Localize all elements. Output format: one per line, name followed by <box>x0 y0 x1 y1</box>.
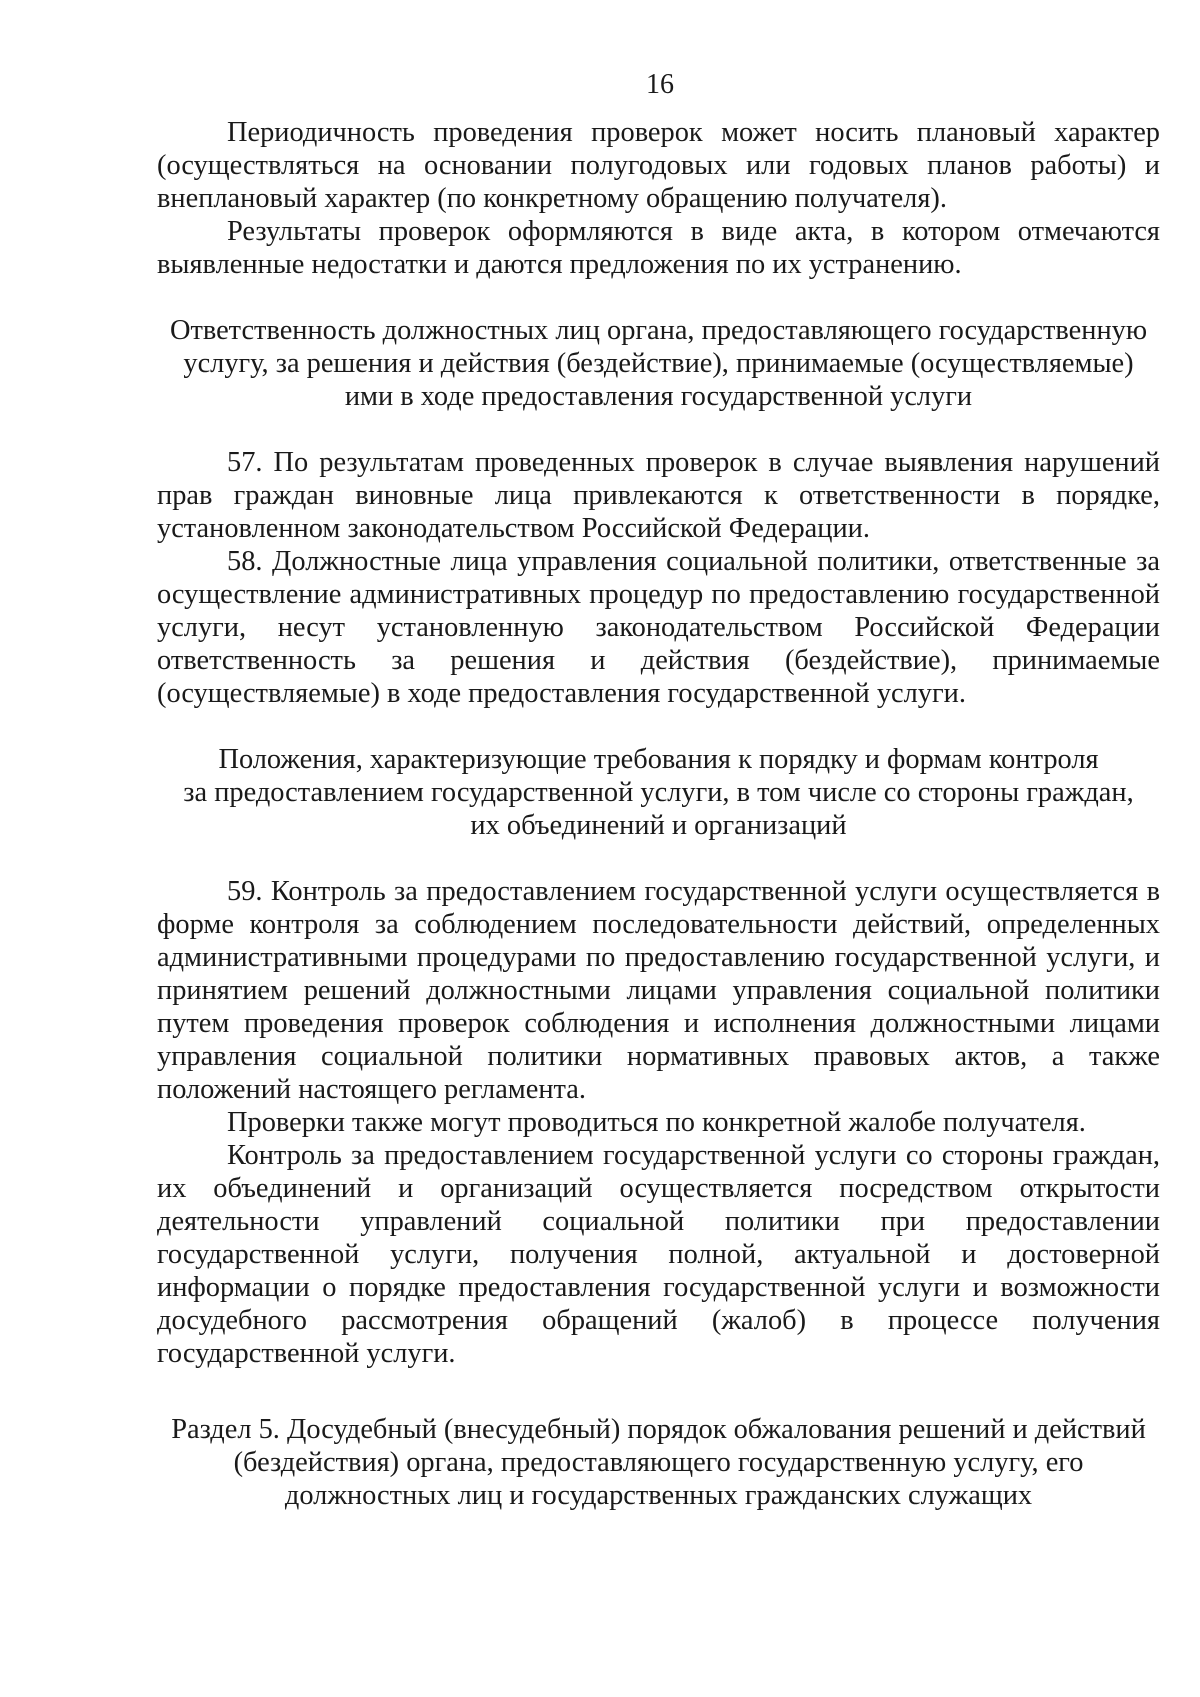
heading-line: должностных лиц и государственных гражданских служащих <box>284 1480 1033 1511</box>
paragraph-58: 58. Должностные лица управления социальной политики, ответственные за осуществление административных процедур по предоставлению государственной услуги, несут установленную законодательством Российской Федерации ответственность за решения и действия (бездействие), принимаемые (осуществляемые) в ходе предоставления государственной услуги. <box>157 546 1160 709</box>
heading-line: Положения, характеризующие требования к порядку и формам контроля <box>218 744 1099 775</box>
heading-line: их объединений и организаций <box>470 810 847 841</box>
heading-section-5 <box>157 1413 1160 1512</box>
page-number: 16 <box>646 69 674 100</box>
paragraph-public-control: Контроль за предоставлением государственной услуги со стороны граждан, их объединений и организаций осуществляется посредством открытости деятельности управлений социальной политики при предоставлении государственной услуги, получения полной, актуальной и достоверной информации о порядке предоставления государственной услуги и возможности досудебного рассмотрения обращений (жалоб) в процессе получения государственной услуги. <box>157 1140 1160 1369</box>
heading-control-requirements <box>157 743 1160 842</box>
heading-line: за предоставлением государственной услуги, в том числе со стороны граждан, <box>183 777 1134 808</box>
heading-line: Раздел 5. Досудебный (внесудебный) порядок обжалования решений и действий <box>171 1414 1146 1445</box>
paragraph-59: 59. Контроль за предоставлением государственной услуги осуществляется в форме контроля за соблюдением последовательности действий, определенных административными процедурами по предоставлению государственной услуги, и принятием решений должностными лицами управления социальной политики путем проведения проверок соблюдения и исполнения должностными лицами управления социальной политики нормативных правовых актов, а также положений настоящего регламента. <box>157 876 1160 1105</box>
paragraph-57: 57. По результатам проведенных проверок в случае выявления нарушений прав граждан виновные лица привлекаются к ответственности в порядке, установленном законодательством Российской Федерации. <box>157 447 1160 544</box>
paragraph-periodicity: Периодичность проведения проверок может носить плановый характер (осуществляться на основании полугодовых или годовых планов работы) и внеплановый характер (по конкретному обращению получателя). <box>157 117 1160 214</box>
heading-line: услугу, за решения и действия (бездействие), принимаемые (осуществляемые) <box>183 348 1134 379</box>
paragraph-complaint-checks: Проверки также могут проводиться по конкретной жалобе получателя. <box>227 1107 1086 1138</box>
heading-line: (бездействия) органа, предоставляющего государственную услугу, его <box>233 1447 1084 1478</box>
heading-official-responsibility <box>157 314 1160 413</box>
document-body <box>157 116 1160 1512</box>
heading-line: Ответственность должностных лиц органа, предоставляющего государственную <box>169 315 1148 346</box>
paragraph-check-results: Результаты проверок оформляются в виде акта, в котором отмечаются выявленные недостатки и даются предложения по их устранению. <box>157 216 1160 280</box>
heading-line: ими в ходе предоставления государственной услуги <box>344 381 973 412</box>
